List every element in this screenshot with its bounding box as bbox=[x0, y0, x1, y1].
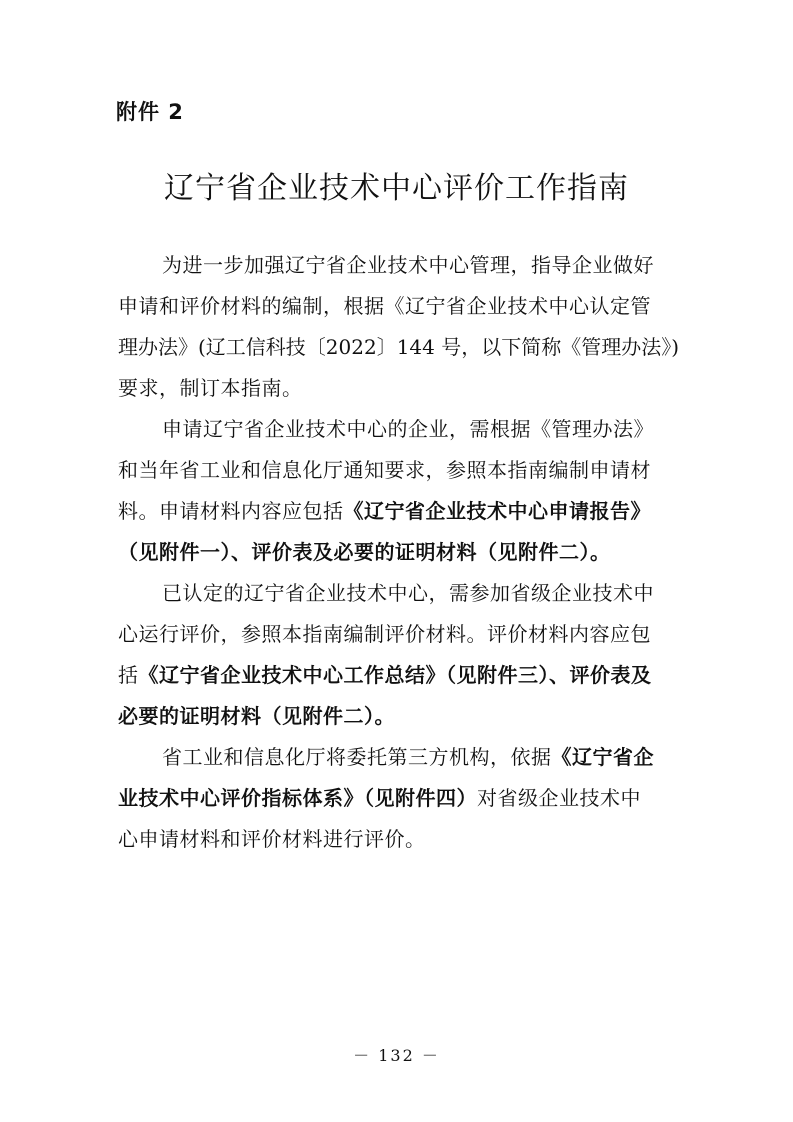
bold-reference: 业技术中心评价指标体系》（见附件四） bbox=[118, 786, 477, 810]
text-line bbox=[118, 532, 680, 573]
text-line: 心申请材料和评价材料进行评价。 bbox=[118, 827, 426, 851]
text-line: 料。申请材料内容应包括《辽宁省企业技术中心申请报告》 bbox=[118, 499, 651, 523]
paragraph-4 bbox=[118, 737, 680, 860]
text-line: 心运行评价，参照本指南编制评价材料。评价材料内容应包 bbox=[118, 622, 651, 646]
text-line: 理办法》(辽工信科技〔2022〕144 号，以下简称《管理办法》) bbox=[118, 335, 680, 359]
text-line: 为进一步加强辽宁省企业技术中心管理，指导企业做好 bbox=[162, 253, 654, 277]
paragraph-2 bbox=[118, 409, 680, 573]
bold-reference: 必要的证明材料（见附件二）。 bbox=[118, 704, 395, 728]
text-line: 申请辽宁省企业技术中心的企业，需根据《管理办法》 bbox=[162, 417, 654, 441]
document-body bbox=[118, 245, 680, 860]
text-line: 申请和评价材料的编制，根据《辽宁省企业技术中心认定管 bbox=[118, 294, 651, 318]
text-line: 已认定的辽宁省企业技术中心，需参加省级企业技术中 bbox=[162, 581, 654, 605]
text-line: 业技术中心评价指标体系》（见附件四）对省级企业技术中 bbox=[118, 786, 641, 810]
text-line: 省工业和信息化厅将委托第三方机构，依据《辽宁省企 bbox=[162, 745, 654, 769]
attachment-label: 附件 2 bbox=[116, 100, 184, 124]
document-title: 辽宁省企业技术中心评价工作指南 bbox=[164, 171, 629, 206]
paragraph-3 bbox=[118, 573, 680, 737]
page-number: － 132 － bbox=[353, 1046, 440, 1065]
text-line: 括《辽宁省企业技术中心工作总结》（见附件三）、评价表及 bbox=[118, 663, 652, 687]
paragraph-1 bbox=[118, 245, 680, 409]
bold-reference: 《辽宁省企业技术中心申请报告》 bbox=[343, 499, 651, 523]
bold-reference: 《辽宁省企 bbox=[551, 745, 654, 769]
bold-reference: （见附件一）、评价表及必要的证明材料（见附件二）。 bbox=[118, 540, 611, 564]
text-line bbox=[118, 696, 680, 737]
text-line: 和当年省工业和信息化厅通知要求，参照本指南编制申请材 bbox=[118, 458, 651, 482]
text-line: 要求，制订本指南。 bbox=[118, 376, 303, 400]
bold-reference: 《辽宁省企业技术中心工作总结》（见附件三）、评价表及 bbox=[138, 663, 652, 687]
